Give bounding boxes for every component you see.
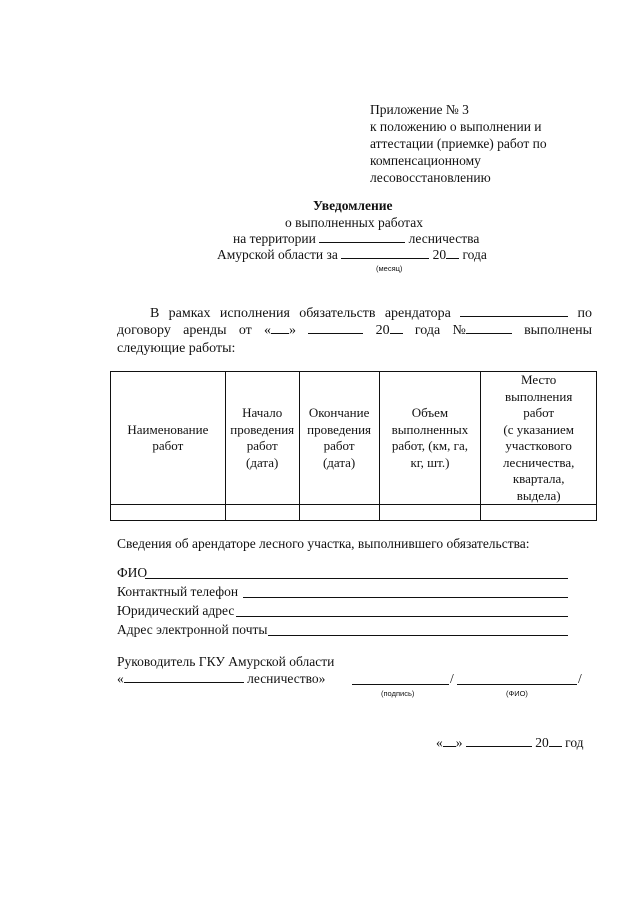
intro-word: выполнены [524,323,592,338]
appendix-line: компенсационному [370,153,481,168]
email-field[interactable] [268,635,568,636]
forestry-name-blank[interactable] [319,231,405,243]
appendix-number: Приложение № 3 [370,102,469,117]
header-volume: Объем выполненных работ, (км, га, кг, шт.) [379,372,481,505]
tenant-heading: Сведения об арендаторе лесного участка, выполнившего обязательства: [117,536,530,551]
quote-open: « [117,671,124,686]
slash-separator: / [450,671,454,686]
intro-line-2 [117,322,592,340]
header-end-date: Окончание проведения работ (дата) [299,372,379,505]
phone-label: Контактный телефон [117,584,239,599]
appendix-line: к положению о выполнении и [370,119,542,134]
intro-word: исполнения [219,306,290,321]
intro-word: рамках [168,306,211,321]
appendix-header [370,101,547,186]
signature-hint: (подпись) [381,689,415,698]
head-title: Руководитель ГКУ Амурской области [117,654,335,669]
intro-line-1 [150,305,592,323]
works-table [110,371,597,521]
head-forestry-line [117,671,325,687]
intro-word: обязательств [299,306,376,321]
year-blank[interactable] [446,247,459,259]
intro-word: по [577,306,592,321]
month-blank[interactable] [341,247,429,259]
appendix-line: аттестации (приемке) работ по [370,136,547,151]
date-year-blank[interactable] [549,735,562,747]
notice-line-2 [233,231,479,247]
table-header-row [111,372,597,505]
fio-label: ФИО [117,565,148,580]
notice-title: Уведомление [313,198,393,213]
table-row [111,505,597,521]
contract-number-blank[interactable] [466,322,512,334]
contract-month-blank[interactable] [308,322,363,334]
fio-field[interactable] [145,578,568,579]
head-forestry-blank[interactable] [124,671,244,683]
header-work-name: Наименование работ [111,372,226,505]
date-line: « » 20 год [436,735,584,750]
intro-word: года [414,323,441,338]
date-month-blank[interactable] [466,735,532,747]
table-cell[interactable] [379,505,481,521]
appendix-line: лесовосстановлению [370,170,491,185]
contract-day-blank[interactable] [271,322,289,334]
notice-line-3 [217,247,487,263]
intro-word: от [238,323,252,338]
contract-year: 20 [376,322,403,340]
address-label: Юридический адрес [117,603,235,618]
month-hint: (месяц) [376,264,403,273]
tenant-name-blank[interactable] [460,305,568,317]
notice-forestry-label: лесничества [408,231,480,246]
intro-line-3: следующие работы: [117,341,236,356]
contract-day: « » [264,323,297,338]
signature-field[interactable] [352,684,449,685]
notice-region-label: Амурской области за [217,247,338,262]
header-start-date: Начало проведения работ (дата) [225,372,299,505]
intro-word: арендатора [384,306,451,321]
date-day-blank[interactable] [443,735,456,747]
notice-year-prefix: 20 [432,247,447,262]
notice-line-1: о выполненных работах [285,215,423,230]
contract-number: № [452,322,511,340]
fio-hint: (ФИО) [506,689,528,698]
email-label: Адрес электронной почты [117,622,268,637]
intro-word: договору [117,323,171,338]
slash-separator: / [578,671,582,686]
header-location: Место выполнения работ (с указанием участкового лесничества, квартала, выдела) [481,372,597,505]
table-cell[interactable] [111,505,226,521]
head-fio-field[interactable] [457,684,577,685]
table-cell[interactable] [481,505,597,521]
address-field[interactable] [236,616,568,617]
table-cell[interactable] [225,505,299,521]
contract-year-blank[interactable] [390,322,403,334]
notice-year-label: года [462,247,487,262]
intro-word: аренды [183,323,227,338]
forestry-label: лесничество» [247,671,326,686]
phone-field[interactable] [243,597,568,598]
table-cell[interactable] [299,505,379,521]
notice-territory-label: на территории [233,231,316,246]
intro-word: В [150,306,160,321]
